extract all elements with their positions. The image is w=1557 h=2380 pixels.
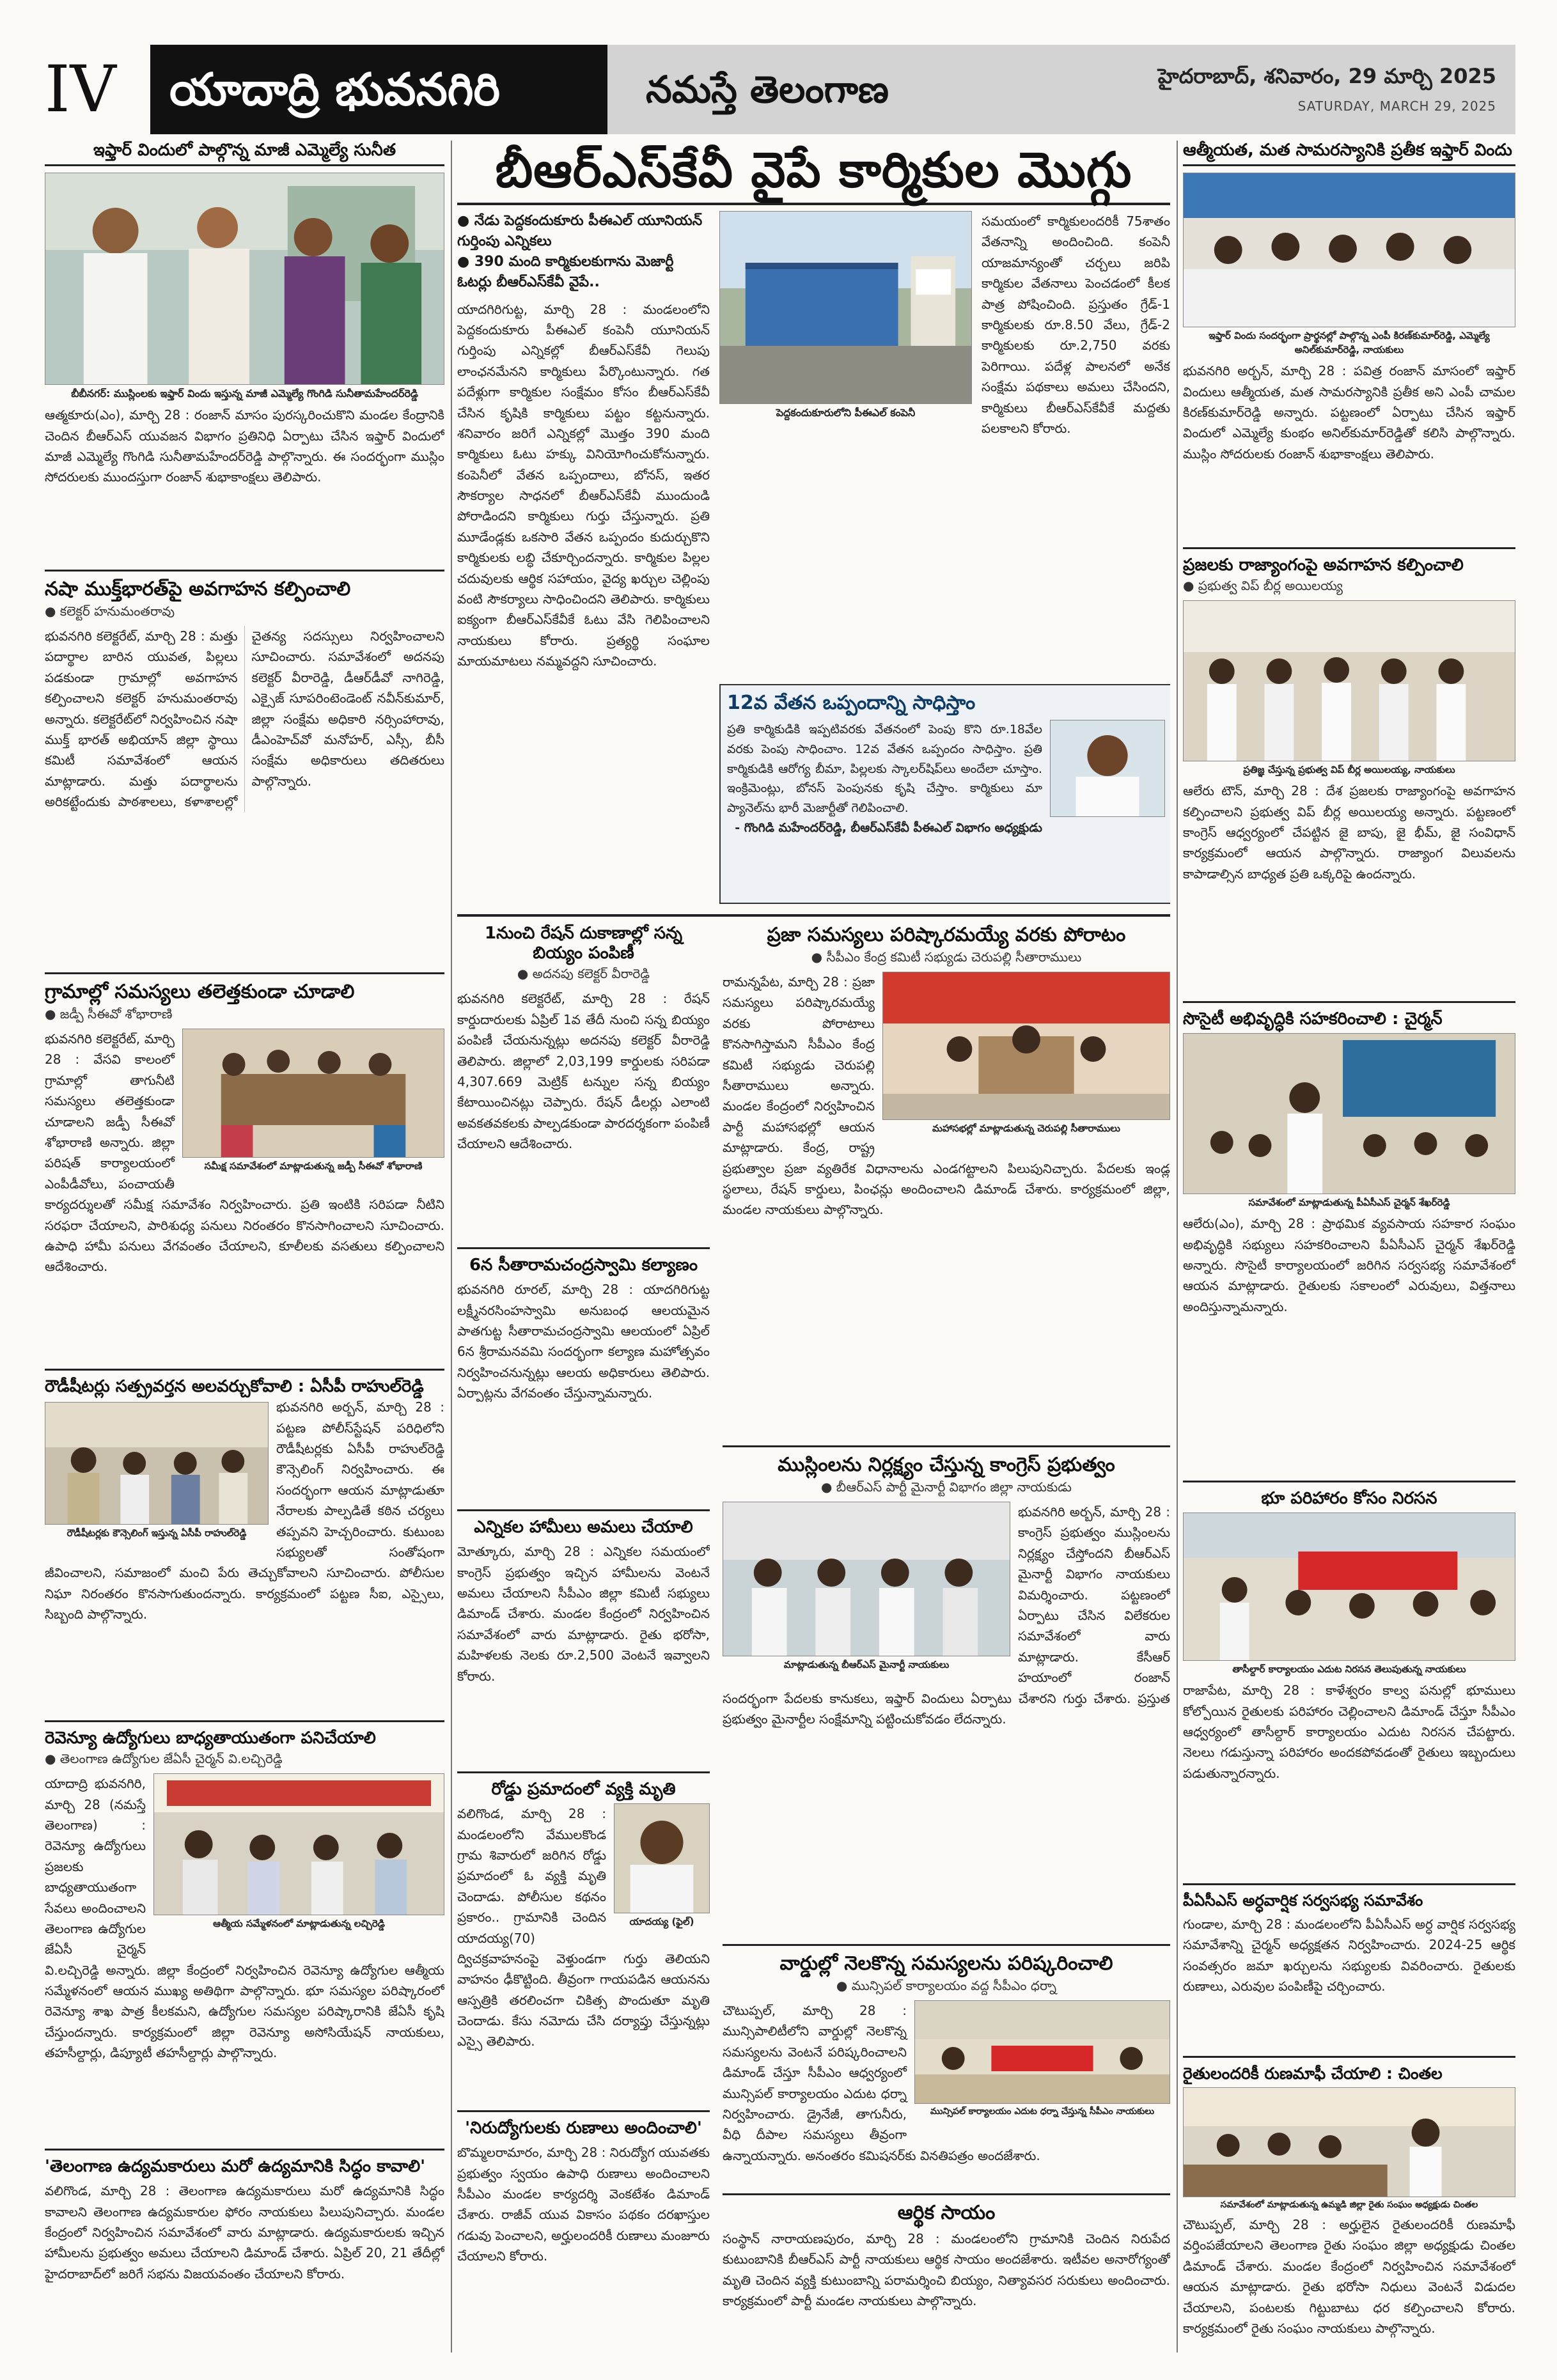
photo-counselling — [45, 1402, 269, 1525]
article-body: యాదాద్రి భువనగిరి, మార్చి 28 (నమస్తే తెలంగాణ) : రెవెన్యూ ఉద్యోగులు ప్రజలకు బాధ్యతాయుతంగా సేవలు అందించాలని తెలంగాణ ఉద్యోగుల జేఏసీ చైర్మన్ వి.లచ్చిరెడ్డి అన్నారు. జిల్లా కేంద్రంలో నిర్వహించిన రెవెన్యూ ఉద్యోగుల ఆత్మీయ సమ్మేళనంలో ఆయన ముఖ్య అతిథిగా పాల్గొన్నారు. భూ సమస్యల పరిష్కారంలో రెవెన్యూ శాఖ పాత్ర కీలకమని, ఉద్యోగుల సమస్యల పరిష్కారానికి జేఏసీ కృషి చేస్తుందన్నారు. కార్యక్రమంలో జిల్లా రెవెన్యూ అసోసియేషన్ నాయకులు, తహసీల్దార్లు, డిప్యూటీ తహసీల్దార్లు పాల్గొన్నారు. — [45, 1776, 444, 2061]
divider — [45, 164, 444, 166]
photo-caption: పెద్దకందుకూరులోని పీఈఎల్ కంపెనీ — [776, 407, 916, 419]
page-number: IV — [45, 52, 116, 127]
article-body: ఆలేరు(ఎం), మార్చి 28 : ప్రాథమిక వ్యవసాయ సహకార సంఘం అభివృద్ధికి సభ్యులు సహకరించాలని పీఏసీఎస్ చైర్మన్ శేఖర్‌రెడ్డి అన్నారు. సొసైటీ కార్యాలయంలో జరిగిన సర్వసభ్య సమావేశంలో ఆయన మాట్లాడారు. రైతులకు సకాలంలో ఎరువులు, విత్తనాలు అందిస్తున్నామన్నారు. — [1183, 1216, 1515, 1314]
box-quote-attribution: - గొంగిడి మహేందర్‌రెడ్డి, బీఆర్‌ఎస్‌కేవీ పీఈఎల్ విభాగం అధ్యక్షుడు — [735, 820, 1042, 835]
article-unemployed-loans — [457, 2106, 710, 2353]
photo-caption: ఇఫ్తార్ విందు సందర్భంగా ప్రార్థనల్లో పాల్గొన్న ఎంపీ కిరణ్‌కుమార్‌రెడ్డి, ఎమ్మెల్యే అనిల్‌కుమార్‌రెడ్డి, నాయకులు — [1209, 330, 1490, 356]
divider — [1183, 1481, 1515, 1482]
photo-iftar-prayers — [1183, 173, 1515, 327]
column-rule — [451, 141, 452, 2353]
article-body: భువనగిరి రూరల్, మార్చి 28 : యాదగిరిగుట్ట లక్ష్మీనరసింహస్వామి అనుబంధ ఆలయమైన పాతగుట్ట సీతారామచంద్రస్వామి ఆలయంలో ఏప్రిల్ 6న శ్రీరామనవమి సందర్భంగా కల్యాణ మహోత్సవం నిర్వహించనున్నట్లు ఆలయ అధికారులు తెలిపారు. ఏర్పాట్లను వేగవంతం చేస్తున్నామన్నారు. — [457, 1282, 710, 1401]
lead-bullets — [457, 211, 710, 293]
divider — [1183, 1883, 1515, 1885]
article-village-problems — [45, 968, 444, 1358]
divider — [723, 1944, 1170, 1946]
headline: నషా ముక్త్‌భారత్‌పై అవగాహన కల్పించాలి — [45, 578, 351, 600]
divider — [457, 2110, 710, 2112]
headline: వార్డుల్లో నెలకొన్న సమస్యలను పరిష్కరించాలి — [779, 1952, 1113, 1975]
headline: రైతులందరికీ రుణమాఫీ చేయాలి : చింతల — [1183, 2064, 1443, 2083]
article-body: సంస్థాన్ నారాయణపురం, మార్చి 28 : మండలంలోని గ్రామానికి చెందిన నిరుపేద కుటుంబానికి బీఆర్‌ఎస్ పార్టీ నాయకులు ఆర్థిక సాయం అందజేశారు. ఇటీవల అనారోగ్యంతో మృతి చెందిన వ్యక్తి కుటుంబాన్ని పరామర్శించి బియ్యం, నిత్యావసర సరుకులు అందించారు. కార్యక్రమంలో పార్టీ మండల నాయకులు పాల్గొన్నారు. — [723, 2231, 1170, 2309]
byline: ● సీపీఎం కేంద్ర కమిటీ సభ్యుడు చెరుపల్లి సీతారాములు — [811, 949, 1082, 965]
photo-mahender-reddy — [1050, 720, 1165, 817]
article-loan-waiver — [1183, 2052, 1515, 2353]
divider — [457, 203, 1170, 205]
headline: ఆత్మీయత, మత సామరస్యానికి ప్రతీక ఇఫ్తార్ విందు — [1183, 141, 1512, 160]
photo-caption: సమీక్ష సమావేశంలో మాట్లాడుతున్న జడ్పీ సీఈవో శోభారాణి — [204, 1160, 423, 1172]
headline: 'తెలంగాణ ఉద్యమకారులు మరో ఉద్యమానికి సిద్ధం కావాలి' — [45, 2157, 426, 2176]
divider — [45, 570, 444, 572]
byline: ● జడ్పీ సీఈవో శోభారాణి — [45, 1006, 173, 1022]
photo-caption: సమావేశంలో మాట్లాడుతున్న ఉమ్మడి జిల్లా రైతు సంఘం అధ్యక్షుడు చింతల — [1220, 2200, 1478, 2210]
photo-minority-leaders — [723, 1502, 1010, 1656]
headline: ప్రజా సమస్యలు పరిష్కారమయ్యే వరకు పోరాటం — [767, 924, 1126, 946]
headline: 1నుంచి రేషన్ దుకాణాల్లో సన్న బియ్యం పంపిణీ — [485, 924, 682, 963]
article-rowdy-sheeters — [45, 1365, 444, 1710]
box-body: ప్రతి కార్మికుడికి ఇప్పటివరకు వేతనంలో పెంపు కొని రూ.18వేల వరకు పెంపు సాధించాం. 12వ వేతన ఒప్పందం సాధిస్తాం. ప్రతి కార్మికుడికి ఆరోగ్య బీమా, పిల్లలకు స్కాలర్‌షిప్‌లు అందేలా చూస్తాం. ఇంక్రిమెంట్లు, బోనస్ పెంపునకు కృషి చేస్తాం. కార్మికులు మా ప్యానెల్‌ను భారీ మెజార్టీతో గెలిపించాలి. — [727, 722, 1042, 816]
headline: ఆర్థిక సాయం — [897, 2202, 996, 2224]
headline: రోడ్డు ప్రమాదంలో వ్యక్తి మృతి — [491, 1780, 676, 1799]
article-body-continued: సమయంలో కార్మికులందరికీ 75శాతం వేతనాన్ని అందించింది. కంపెనీ యాజమాన్యంతో చర్చలు జరిపి కార్మికుల వేతనాలు పెంచడంలో కీలక పాత్ర పోషించింది. ప్రస్తుతం గ్రేడ్-1 కార్మికులకు రూ.8.50 వేలు, గ్రేడ్-2 కార్మికులకు రూ.2,750 వరకు పెరిగాయి. పదేళ్ల పాలనలో అనేక సంక్షేమ పథకాలు అమలు చేసిందని, కార్మికులు బీఆర్‌ఎస్‌కేవీకే మద్దతు పలకాలని కోరారు. — [982, 214, 1170, 436]
photo-pledge — [1183, 600, 1515, 761]
article-body: చౌటుప్పల్, మార్చి 28 : మున్సిపాలిటీలోని వార్డుల్లో నెలకొన్న సమస్యలను వెంటనే పరిష్కరించాలని డిమాండ్ చేస్తూ సీపీఎం ఆధ్వర్యంలో మున్సిపల్ కార్యాలయం ఎదుట ధర్నా నిర్వహించారు. డ్రైనేజీ, తాగునీరు, వీధి దీపాల సమస్యలు తీవ్రంగా ఉన్నాయన్నారు. అనంతరం కమిషనర్‌కు వినతిపత్రం అందజేశారు. — [723, 2003, 1040, 2163]
article-body: గుండాల, మార్చి 28 : మండలంలోని పీఏసీఎస్ అర్ధ వార్షిక సర్వసభ్య సమావేశాన్ని చైర్మన్ అధ్యక్షతన నిర్వహించారు. 2024-25 ఆర్థిక సంవత్సరం జమా ఖర్చులను సభ్యులకు వివరించారు. రైతులకు రుణాలు, ఎరువుల పంపిణీపై చర్చించారు. — [1183, 1916, 1515, 1994]
date-english: SATURDAY, MARCH 29, 2025 — [1297, 98, 1496, 114]
article-body: ఆత్మకూరు(ఎం), మార్చి 28 : రంజాన్ మాసం పురస్కరించుకొని మండల కేంద్రానికి చెందిన బీఆర్‌ఎస్ యువజన విభాగం ప్రతినిధి ఏర్పాటు చేసిన ఇఫ్తార్ విందులో మాజీ ఎమ్మెల్యే గొంగిడి సునీతామహేందర్‌రెడ్డి పాల్గొన్నారు. ఈ సందర్భంగా ముస్లిం సోదరులకు ముందస్తుగా రంజాన్ శుభాకాంక్షలు తెలిపారు. — [45, 407, 444, 485]
article-fine-rice — [457, 924, 710, 1237]
article-constitution-awareness — [1183, 543, 1515, 991]
headline: ప్రజలకు రాజ్యాంగంపై అవగాహన కల్పించాలి — [1183, 556, 1464, 575]
divider — [457, 1247, 710, 1249]
headline: 6న సీతారామచంద్రస్వామి కల్యాణం — [469, 1256, 698, 1275]
article-body: బొమ్మలరామారం, మార్చి 28 : నిరుద్యోగ యువతకు ప్రభుత్వం స్వయం ఉపాధి రుణాలు అందించాలని సీపీఎం మండల కార్యదర్శి వెంకటేశం డిమాండ్ చేశారు. రాజీవ్ యువ వికాసం పథకం దరఖాస్తుల గడువు పెంచాలని, అర్హులందరికీ రుణాలు మంజూరు చేయాలని కోరారు. — [457, 2145, 710, 2264]
headline: ముస్లింలను నిర్లక్ష్యం చేస్తున్న కాంగ్రెస్ ప్రభుత్వం — [778, 1454, 1115, 1476]
right-column — [1183, 141, 1515, 2353]
quote-box — [719, 684, 1170, 904]
photo-deceased — [614, 1803, 710, 1913]
lead-headline: బీఆర్‌ఎస్‌కేవీ వైపే కార్మికుల మొగ్గు — [495, 141, 1132, 198]
photo-cpm-meeting — [882, 972, 1170, 1120]
edition-name: యాదాద్రి భువనగిరి — [169, 63, 501, 116]
paper-name: నమస్తే తెలంగాణ — [646, 68, 889, 111]
column-rule — [1177, 141, 1178, 2353]
article-body: రామన్నపేట, మార్చి 28 : ప్రజా సమస్యలు పరిష్కారమయ్యే వరకు పోరాటాలు కొనసాగిస్తామని సీపీఎం కేంద్ర కమిటీ సభ్యుడు చెరుపల్లి సీతారాములు అన్నారు. మండల కేంద్రంలో నిర్వహించిన పార్టీ మహాసభల్లో ఆయన మాట్లాడారు. కేంద్ర, రాష్ట్ర ప్రభుత్వాల ప్రజా వ్యతిరేక విధానాలను ఎండగట్టాలని పిలుపునిచ్చారు. పేదలకు ఇండ్ల స్థలాలు, రేషన్ కార్డులు, పింఛన్లు అందించాలని డిమాండ్ చేశారు. కార్యక్రమంలో జిల్లా, మండల నాయకులు పాల్గొన్నారు. — [723, 974, 1170, 1218]
byline: ● తెలంగాణ ఉద్యోగుల జేఏసీ చైర్మన్ వి.లచ్చిరెడ్డి — [45, 1751, 283, 1767]
byline: ● కలెక్టర్ హనుమంతరావు — [45, 603, 175, 619]
photo-iftar — [45, 173, 444, 385]
divider — [45, 2149, 444, 2151]
photo-caption: మహాసభల్లో మాట్లాడుతున్న చెరుపల్లి సీతారాములు — [932, 1123, 1120, 1134]
photo-review-meeting — [182, 1029, 444, 1158]
byline: ● ప్రభుత్వ విప్ బీర్ల అయిలయ్య — [1183, 578, 1343, 594]
divider — [45, 1369, 444, 1371]
divider — [1183, 164, 1515, 166]
box-headline: 12వ వేతన ఒప్పందాన్ని సాధిస్తాం — [727, 692, 976, 714]
byline: ● అదనపు కలెక్టర్ వీరారెడ్డి — [517, 966, 650, 982]
article-kalyanam — [457, 1243, 710, 1499]
bullet: ● 390 మంది కార్మికులకుగాను మెజార్టీ ఓటర్లు బీఆర్‌ఎస్‌కేవీ వైపే.. — [457, 253, 674, 290]
headline: ఎన్నికల హామీలు అమలు చేయాలి — [474, 1518, 693, 1537]
photo-protest — [1183, 1513, 1515, 1661]
photo-caption: మాట్లాడుతున్న బీఆర్‌ఎస్ మైనార్టీ నాయకులు — [783, 1659, 950, 1670]
divider — [457, 1771, 710, 1773]
divider — [1183, 1001, 1515, 1003]
article-iftar-harmony — [1183, 141, 1515, 537]
article-body: భువనగిరి కలెక్టరేట్, మార్చి 28 : రేషన్ కార్డుదారులకు ఏప్రిల్ 1వ తేదీ నుంచి సన్న బియ్యం పంపిణీ చేయనున్నట్లు అదనపు కలెక్టర్ వీరారెడ్డి తెలిపారు. జిల్లాలో 2,03,199 కార్డులకు సరిపడా 4,307.669 మెట్రిక్ టన్నుల సన్న బియ్యం కేటాయించినట్లు చెప్పారు. రేషన్ డీలర్లు ఎలాంటి అవకతవకలకు పాల్పడకుండా పారదర్శకంగా పంపిణీ చేయాలని ఆదేశించారు. — [457, 991, 710, 1152]
photo-revenue-meeting — [153, 1773, 444, 1915]
article-body: భువనగిరి కలెక్టరేట్, మార్చి 28 : మత్తు పదార్థాల బారిన యువత, పిల్లలు పడకుండా గ్రామాల్లో అవగాహన కల్పించాలని కలెక్టర్ హనుమంతరావు అన్నారు. కలెక్టరేట్‌లో నిర్వహించిన నషా ముక్త్ భారత్ అభియాన్ జిల్లా స్థాయి కమిటీ సమావేశంలో ఆయన మాట్లాడారు. మత్తు పదార్థాలను అరికట్టేందుకు పాఠశాలలు, కళాశాలల్లో చైతన్య సదస్సులు నిర్వహించాలని సూచించారు. సమావేశంలో అదనపు కలెక్టర్ వీరారెడ్డి, డీఆర్‌డీవో నాగిరెడ్డి, ఎక్సైజ్ సూపరింటెండెంట్ నవీన్‌కుమార్, జిల్లా సంక్షేమ అధికారి నర్సింహారావు, డీఎంహెచ్‌వో మనోహర్, ఎస్సీ, బీసీ సంక్షేమ అధికారులు తదితరులు పాల్గొన్నారు. — [45, 628, 444, 810]
divider — [723, 1445, 1170, 1447]
divider — [723, 2193, 1170, 2195]
headline: గ్రామాల్లో సమస్యలు తలెత్తకుండా చూడాలి — [45, 981, 355, 1003]
photo-caption: మున్సిపల్ కార్యాలయం ఎదుట ధర్నా చేస్తున్న సీపీఎం నాయకులు — [930, 2106, 1155, 2117]
middle-column — [457, 141, 1170, 2353]
headline: రౌడీషీటర్లు సత్ప్రవర్తన అలవర్చుకోవాలి : ఏసీపీ రాహుల్‌రెడ్డి — [45, 1377, 424, 1396]
article-nasha-mukt — [45, 566, 444, 962]
article-revenue-employees — [45, 1716, 444, 2138]
article-body: చౌటుప్పల్, మార్చి 28 : అర్హులైన రైతులందరికీ రుణమాఫీ వర్తింపజేయాలని తెలంగాణ రైతు సంఘం జిల్లా అధ్యక్షుడు చింతల డిమాండ్ చేశారు. మండల కేంద్రంలో నిర్వహించిన సమావేశంలో ఆయన మాట్లాడారు. రైతు భరోసా నిధులు వెంటనే విడుదల చేయాలని, పంటలకు గిట్టుబాటు ధర కల్పించాలని కోరారు. కార్యక్రమంలో రైతు సంఘం నాయకులు పాల్గొన్నారు. — [1183, 2217, 1515, 2336]
divider — [45, 972, 444, 974]
article-body: భువనగిరి అర్బన్, మార్చి 28 : పవిత్ర రంజాన్ మాసంలో ఇఫ్తార్ విందులు ఆత్మీయత, మత సామరస్యానికి ప్రతీక అని ఎంపీ చామల కిరణ్‌కుమార్‌రెడ్డి అన్నారు. పట్టణంలో ఏర్పాటు చేసిన ఇఫ్తార్ విందులో ఎమ్మెల్యే కుంభం అనిల్‌కుమార్‌రెడ్డితో కలిసి పాల్గొన్నారు. ముస్లిం సోదరులకు రంజాన్ శుభాకాంక్షలు తెలిపారు. — [1183, 363, 1515, 462]
photo-caption: ప్రతిజ్ఞ చేస్తున్న ప్రభుత్వ విప్ బీర్ల అయిలయ్య, నాయకులు — [1243, 764, 1455, 776]
article-election-promises — [457, 1505, 710, 1761]
bullet: ● నేడు పెద్దకందుకూరు పీఈఎల్ యూనియన్ గుర్తింపు ఎన్నికలు — [457, 213, 703, 249]
left-column — [45, 141, 444, 2353]
divider — [457, 914, 1170, 917]
article-financial-aid — [723, 2189, 1170, 2353]
headline: ఇఫ్తార్ విందులో పాల్గొన్న మాజీ ఎమ్మెల్యే సునీత — [93, 141, 396, 160]
headline: సొసైటీ అభివృద్ధికి సహకరించాలి : చైర్మన్ — [1183, 1009, 1443, 1029]
article-body: వలిగొండ, మార్చి 28 : తెలంగాణ ఉద్యమకారులు మరో ఉద్యమానికి సిద్ధం కావాలని తెలంగాణ ఉద్యమకారుల ఫోరం నాయకులు పిలుపునిచ్చారు. మండల కేంద్రంలో నిర్వహించిన సమావేశంలో వారు మాట్లాడారు. ఉద్యమకారులకు ఇచ్చిన హామీలను ప్రభుత్వం అమలు చేయాలని డిమాండ్ చేశారు. ఏప్రిల్ 20, 21 తేదీల్లో హైదరాబాద్‌లో జరిగే సభను విజయవంతం చేయాలని కోరారు. — [45, 2183, 444, 2282]
masthead — [45, 45, 1515, 134]
article-iftar-sunitha — [45, 141, 444, 556]
photo-caption: బీబీనగర్: ముస్లింలకు ఇఫ్తార్ విందు ఇస్తున్న మాజీ ఎమ్మెల్యే గొంగిడి సునీతామహేందర్‌రెడ్డి — [71, 387, 418, 400]
lead-article-brskv — [457, 141, 1170, 908]
headline: పీఏసీఎస్ అర్ధవార్షిక సర్వసభ్య సమావేశం — [1183, 1892, 1423, 1909]
divider — [1183, 2056, 1515, 2058]
divider — [457, 1509, 710, 1511]
article-pacs-meeting — [1183, 1879, 1515, 2046]
byline: ● బీఆర్‌ఎస్ పార్టీ మైనార్టీ విభాగం జిల్లా నాయకుడు — [821, 1479, 1072, 1495]
photo-caption: తాసీల్దార్ కార్యాలయం ఎదుట నిరసన తెలుపుతున్న నాయకులు — [1232, 1663, 1466, 1676]
article-road-accident — [457, 1768, 710, 2100]
article-muslims-neglected — [723, 1442, 1170, 1934]
photo-pel-company — [719, 211, 972, 404]
article-people-problems — [723, 924, 1170, 1435]
article-land-compensation — [1183, 1477, 1515, 1873]
photo-caption: యాదయ్య (ఫైల్) — [629, 1916, 694, 1928]
photo-dharna — [914, 2000, 1170, 2104]
photo-pacs-meeting — [1183, 1033, 1515, 1194]
article-body: భువనగిరి అర్బన్, మార్చి 28 : కాంగ్రెస్ ప్రభుత్వం ముస్లింలను నిర్లక్ష్యం చేస్తోందని బీఆర్‌ఎస్ మైనార్టీ విభాగం నాయకులు విమర్శించారు. పట్టణంలో ఏర్పాటు చేసిన విలేకరుల సమావేశంలో వారు మాట్లాడారు. కేసీఆర్ హయాంలో రంజాన్ సందర్భంగా పేదలకు కానుకలు, ఇఫ్తార్ విందులు ఏర్పాటు చేశారని గుర్తు చేశారు. ప్రస్తుత ప్రభుత్వం మైనార్టీల సంక్షేమాన్ని పట్టించుకోవడం లేదన్నారు. — [723, 1504, 1170, 1727]
divider — [1183, 547, 1515, 549]
divider — [45, 1720, 444, 1722]
photo-caption: రౌడీషీటర్లకు కౌన్సెలింగ్ ఇస్తున్న ఏసీపీ రాహుల్‌రెడ్డి — [67, 1527, 247, 1539]
article-body: భువనగిరి అర్బన్, మార్చి 28 : పట్టణ పోలీస్‌స్టేషన్ పరిధిలోని రౌడీషీటర్లకు ఏసీపీ రాహుల్‌రెడ్డి కౌన్సెలింగ్ నిర్వహించారు. ఈ సందర్భంగా ఆయన మాట్లాడుతూ నేరాలకు పాల్పడితే కఠిన చర్యలు తప్పవని హెచ్చరించారు. కుటుంబ సభ్యులతో సంతోషంగా జీవించాలని, సమాజంలో మంచి పేరు తెచ్చుకోవాలని సూచించారు. పోలీసుల నిఘా నిరంతరం కొనసాగుతుందన్నారు. కార్యక్రమంలో పట్టణ సీఐ, ఎస్సైలు, సిబ్బంది పాల్గొన్నారు. — [45, 1399, 444, 1622]
article-body: భువనగిరి కలెక్టరేట్, మార్చి 28 : వేసవి కాలంలో గ్రామాల్లో తాగునీటి సమస్యలు తలెత్తకుండా చూడాలని జడ్పీ సీఈవో శోభారాణి అన్నారు. జిల్లా పరిషత్ కార్యాలయంలో ఎంపీడీవోలు, పంచాయతీ కార్యదర్శులతో సమీక్ష సమావేశం నిర్వహించారు. ప్రతి ఇంటికి సరిపడా నీటిని సరఫరా చేయాలని, పారిశుధ్య పనులు నిరంతరం కొనసాగించాలని సూచించారు. ఉపాధి హామీ పనులు వేగవంతం చేయాలని, కూలీలకు వసతులు కల్పించాలని ఆదేశించారు. — [45, 1031, 444, 1275]
article-body: యాదగిరిగుట్ట, మార్చి 28 : మండలంలోని పెద్దకందుకూరు పీఈఎల్ కంపెనీ యూనియన్ గుర్తింపు ఎన్నికల్లో బీఆర్‌ఎస్‌కేవీ గెలుపు లాంఛనమేనని కార్మికులు పేర్కొంటున్నారు. గత పదేళ్లుగా కార్మికుల సంక్షేమం కోసం బీఆర్‌ఎస్‌కేవీ చేసిన కృషికి కార్మికులు పట్టం కట్టనున్నారు. శనివారం జరిగే ఎన్నికల్లో మొత్తం 390 మంది కార్మికులు ఓటు హక్కు వినియోగించుకోనున్నారు. కంపెనీలో వేతన ఒప్పందాలు, బోనస్, ఇతర సౌకర్యాల సాధనలో బీఆర్‌ఎస్‌కేవీ ముందుండి పోరాడిందని కార్మికులు గుర్తు చేస్తున్నారు. ప్రతి మూడేండ్లకు ఒకసారి వేతన ఒప్పందం కుదుర్చుకొని కార్మికులకు లబ్ధి చేకూర్చిందన్నారు. కార్మికుల పిల్లల చదువులకు ఆర్థిక సహాయం, వైద్య ఖర్చుల చెల్లింపు వంటి సౌకర్యాలు సాధించిందని తెలిపారు. కార్మికులు ఐక్యంగా బీఆర్‌ఎస్‌కేవీకే ఓటు వేసి గెలిపించాలని నాయకులు కోరారు. ప్రత్యర్థి సంఘాల మాయమాటలు నమ్మవద్దని సూచించారు. — [457, 301, 710, 669]
article-body: రాజాపేట, మార్చి 28 : కాళేశ్వరం కాల్వ పనుల్లో భూములు కోల్పోయిన రైతులకు పరిహారం చెల్లించాలని డిమాండ్ చేస్తూ సీపీఎం ఆధ్వర్యంలో తాసీల్దార్ కార్యాలయం ఎదుట నిరసన చేపట్టారు. నెలలు గడుస్తున్నా పరిహారం అందకపోవడంతో రైతులు ఇబ్బందులు పడుతున్నారన్నారు. — [1183, 1683, 1515, 1781]
article-body: వలిగొండ, మార్చి 28 : మండలంలోని వేములకొండ గ్రామ శివారులో జరిగిన రోడ్డు ప్రమాదంలో ఓ వ్యక్తి మృతి చెందాడు. పోలీసుల కథనం ప్రకారం.. గ్రామానికి చెందిన యాదయ్య(70) ద్విచక్రవాహనంపై వెళ్తుండగా గుర్తు తెలియని వాహనం ఢీకొట్టింది. తీవ్రంగా గాయపడిన ఆయనను ఆస్పత్రికి తరలించగా చికిత్స పొందుతూ మృతి చెందాడు. కేసు నమోదు చేసి దర్యాప్తు చేస్తున్నట్లు ఎస్సై తెలిపారు. — [457, 1806, 710, 2049]
byline: ● మున్సిపల్ కార్యాలయం వద్ద సీపీఎం ధర్నా — [836, 1978, 1057, 1993]
photo-farmers-meeting — [1183, 2087, 1515, 2197]
photo-caption: ఆత్మీయ సమ్మేళనంలో మాట్లాడుతున్న లచ్చిరెడ్డి — [213, 1918, 385, 1930]
date-telugu: హైదరాబాద్, శనివారం, 29 మార్చి 2025 — [1157, 64, 1496, 88]
article-ward-problems — [723, 1940, 1170, 2183]
headline: 'నిరుద్యోగులకు రుణాలు అందించాలి' — [465, 2119, 702, 2138]
headline: రెవెన్యూ ఉద్యోగులు బాధ్యతాయుతంగా పనిచేయాలి — [45, 1729, 376, 1748]
photo-caption: సమావేశంలో మాట్లాడుతున్న పీఏసీఎస్ చైర్మన్ శేఖర్‌రెడ్డి — [1248, 1197, 1450, 1209]
article-society-development — [1183, 997, 1515, 1470]
headline: భూ పరిహారం కోసం నిరసన — [1261, 1489, 1437, 1508]
article-body: మోత్కూరు, మార్చి 28 : ఎన్నికల సమయంలో కాంగ్రెస్ ప్రభుత్వం ఇచ్చిన హామీలను వెంటనే అమలు చేయాలని సీపీఎం జిల్లా కమిటీ సభ్యులు డిమాండ్ చేశారు. మండల కేంద్రంలో నిర్వహించిన సమావేశంలో వారు మాట్లాడారు. రైతు భరోసా, మహిళలకు నెలకు రూ.2,500 వెంటనే ఇవ్వాలని కోరారు. — [457, 1544, 710, 1684]
article-body: ఆలేరు టౌన్, మార్చి 28 : దేశ ప్రజలకు రాజ్యాంగంపై అవగాహన కల్పించాలని ప్రభుత్వ విప్ బీర్ల అయిలయ్య అన్నారు. పట్టణంలో కాంగ్రెస్ ఆధ్వర్యంలో చేపట్టిన జై బాపు, జై భీమ్, జై సంవిధాన్ కార్యక్రమంలో ఆయన పాల్గొన్నారు. రాజ్యాంగ విలువలను కాపాడాల్సిన బాధ్యత ప్రతి ఒక్కరిపై ఉందన్నారు. — [1183, 783, 1515, 882]
article-telangana-activists — [45, 2145, 444, 2353]
